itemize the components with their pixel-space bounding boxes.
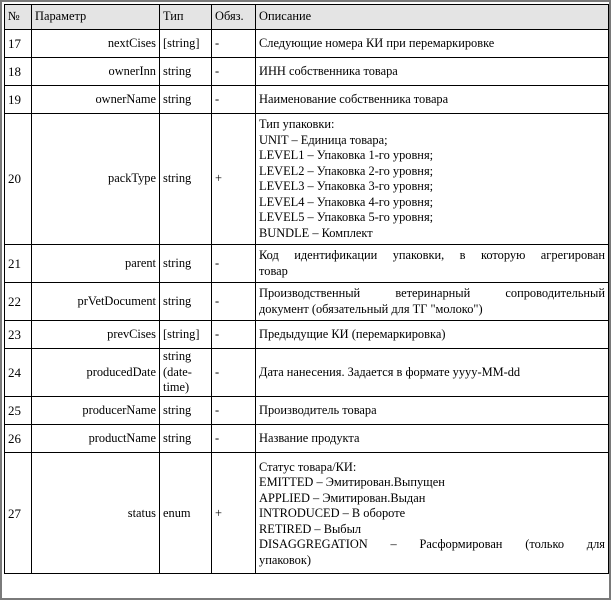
row-description: [256, 397, 609, 425]
table-row: [5, 86, 609, 114]
row-param: prevCises: [32, 321, 160, 349]
description-line: LEVEL2 – Упаковка 2-го уровня;: [259, 163, 434, 178]
description-line: LEVEL3 – Упаковка 3-го уровня;: [259, 179, 434, 193]
row-description: [256, 425, 609, 453]
row-param: packType: [32, 114, 160, 245]
row-num: 25: [5, 397, 32, 425]
row-param: producedDate: [32, 349, 160, 397]
row-param: prVetDocument: [32, 283, 160, 321]
row-description: [256, 283, 609, 321]
header-type: Тип: [160, 5, 212, 30]
table-row: [5, 321, 609, 349]
description-line: EMITTED – Эмитирован.Выпущен: [259, 475, 445, 490]
row-required: +: [212, 114, 256, 245]
row-type: string: [160, 425, 212, 453]
description-line: LEVEL4 – Упаковка 4-го уровня;: [259, 194, 434, 209]
row-required: -: [212, 58, 256, 86]
row-required: -: [212, 321, 256, 349]
row-num: 19: [5, 86, 32, 114]
row-description: [256, 58, 609, 86]
description-line: BUNDLE – Комплект: [259, 225, 373, 240]
row-type: string: [160, 245, 212, 283]
row-type: string: [160, 283, 212, 321]
row-required: -: [212, 349, 256, 397]
table-row: [5, 425, 609, 453]
row-type: string: [160, 397, 212, 425]
description-line: DISAGGREGATION – Расформирован (только для: [259, 537, 605, 552]
header-description: Описание: [256, 5, 609, 30]
description-line: Название продукта: [259, 430, 360, 445]
header-required: Обяз.: [212, 5, 256, 30]
table-row: [5, 397, 609, 425]
row-param: producerName: [32, 397, 160, 425]
row-num: 18: [5, 58, 32, 86]
description-line: Предыдущие КИ (перемаркировка): [259, 326, 446, 341]
row-description: [256, 30, 609, 58]
row-param: parent: [32, 245, 160, 283]
description-line: INTRODUCED – В обороте: [259, 506, 406, 521]
description-line: RETIRED – Выбыл: [259, 521, 362, 536]
row-type: [string]: [160, 30, 212, 58]
description-line: товар: [259, 263, 288, 278]
row-param: ownerInn: [32, 58, 160, 86]
description-line: Тип упаковки:: [259, 117, 335, 131]
description-line: APPLIED – Эмитирован.Выдан: [259, 490, 426, 505]
row-type: string: [160, 86, 212, 114]
row-description: [256, 245, 609, 283]
header-num: №: [5, 5, 32, 30]
description-line: Производитель товара: [259, 402, 377, 417]
row-type: [string]: [160, 321, 212, 349]
row-required: -: [212, 283, 256, 321]
row-param: productName: [32, 425, 160, 453]
row-num: 17: [5, 30, 32, 58]
description-line: документ (обязательный для ТГ "молоко"): [259, 301, 483, 316]
row-num: 22: [5, 283, 32, 321]
row-required: -: [212, 30, 256, 58]
row-num: 26: [5, 425, 32, 453]
row-required: -: [212, 86, 256, 114]
table-row: [5, 245, 609, 283]
description-line: LEVEL5 – Упаковка 5-го уровня;: [259, 210, 434, 224]
description-line: упаковок): [259, 552, 312, 567]
row-description: [256, 321, 609, 349]
row-num: 27: [5, 453, 32, 574]
description-line: Производственный ветеринарный сопроводительный: [259, 286, 605, 300]
table-row: [5, 283, 609, 321]
description-line: ИНН собственника товара: [259, 63, 398, 78]
row-description: [256, 114, 609, 245]
row-required: -: [212, 425, 256, 453]
description-line: Код идентификации упаковки, в которую агрегирован: [259, 248, 605, 262]
row-param: ownerName: [32, 86, 160, 114]
parameters-table: [4, 4, 609, 574]
row-required: -: [212, 245, 256, 283]
table-row: [5, 453, 609, 574]
row-param: status: [32, 453, 160, 574]
row-description: [256, 453, 609, 574]
row-param: nextCises: [32, 30, 160, 58]
row-description: [256, 86, 609, 114]
row-type: string (date-time): [160, 349, 212, 397]
header-param: Параметр: [32, 5, 160, 30]
row-description: [256, 349, 609, 397]
row-required: -: [212, 397, 256, 425]
row-num: 23: [5, 321, 32, 349]
table-row: [5, 114, 609, 245]
row-num: 24: [5, 349, 32, 397]
description-line: UNIT – Единица товара;: [259, 132, 388, 147]
description-line: Статус товара/КИ:: [259, 459, 357, 474]
table-row: [5, 30, 609, 58]
table-row: [5, 58, 609, 86]
description-line: Дата нанесения. Задается в формате yyyy-MM-dd: [259, 364, 521, 379]
row-type: string: [160, 114, 212, 245]
description-line: LEVEL1 – Упаковка 1-го уровня;: [259, 148, 434, 162]
description-line: Наименование собственника товара: [259, 91, 449, 106]
row-num: 20: [5, 114, 32, 245]
row-type: enum: [160, 453, 212, 574]
description-line: Следующие номера КИ при перемаркировке: [259, 35, 495, 50]
row-type: string: [160, 58, 212, 86]
row-num: 21: [5, 245, 32, 283]
table-header-row: [5, 5, 609, 30]
row-required: +: [212, 453, 256, 574]
table-row: [5, 349, 609, 397]
